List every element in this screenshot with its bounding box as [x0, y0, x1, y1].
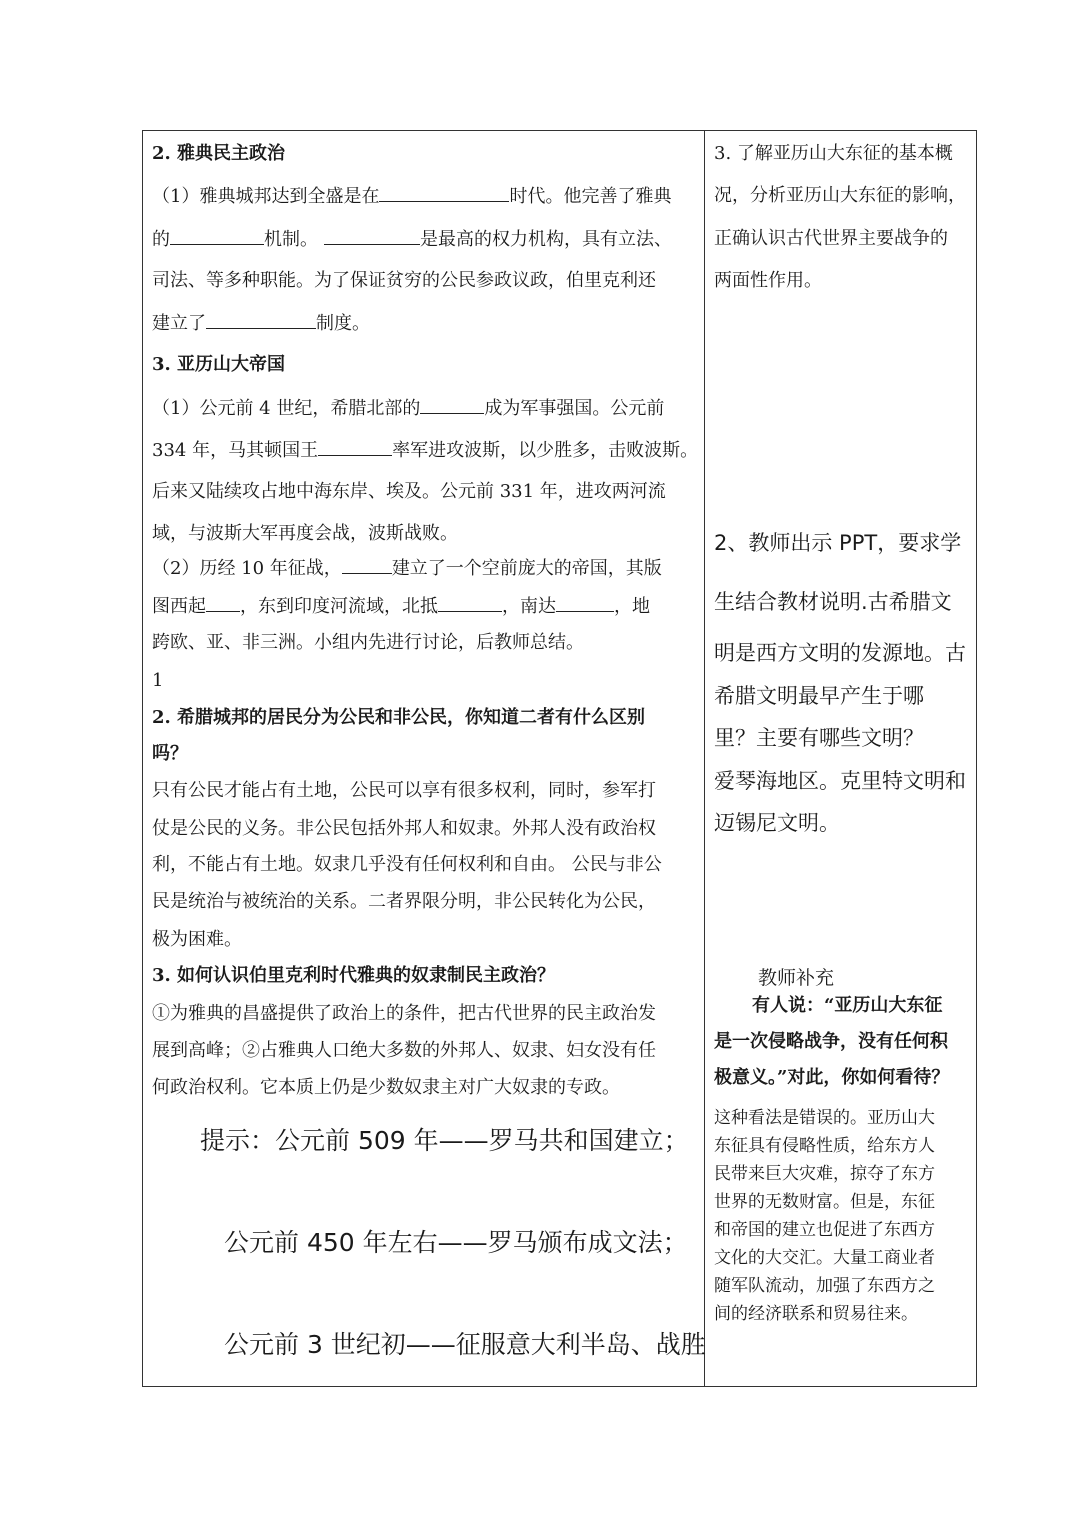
text-line	[152, 439, 698, 462]
supplement-answer: 东征具有侵略性质，给东方人	[714, 1136, 935, 1156]
supplement-question: 极意义。”对此，你如何看待？	[714, 1067, 950, 1088]
fill-blank[interactable]	[438, 595, 502, 612]
ppt-line: 爱琴海地区。克里特文明和	[714, 769, 966, 793]
supplement-question: 有人说：“亚历山大东征	[752, 995, 943, 1016]
fill-blank[interactable]	[324, 228, 420, 245]
supplement-answer: 民带来巨大灾难，掠夺了东方	[714, 1164, 935, 1184]
text-segment: 建立了	[152, 313, 206, 334]
text-line	[152, 397, 664, 420]
fill-blank[interactable]	[206, 312, 316, 329]
goal-line: 3. 了解亚历山大东征的基本概	[714, 143, 953, 164]
text-segment: ，东到印度河流域，北抵	[240, 596, 438, 617]
text-line	[152, 185, 671, 208]
answer-line: 何政治权利。它本质上仍是少数奴隶主对广大奴隶的专政。	[152, 1077, 620, 1098]
text-segment: 是最高的权力机构，具有立法、	[420, 229, 672, 250]
text-segment: 制度。	[316, 313, 370, 334]
answer-line: 民是统治与被统治的关系。二者界限分明，非公民转化为公民，	[152, 891, 656, 912]
text-segment: 时代。他完善了雅典	[509, 186, 672, 207]
ppt-line: 迈锡尼文明。	[714, 811, 840, 835]
fill-blank[interactable]	[420, 397, 484, 414]
tip-line: 公元前 450 年左右——罗马颁布成文法；	[224, 1228, 688, 1257]
text-segment: 机制。	[264, 229, 318, 250]
ppt-line: 明是西方文明的发源地。古	[714, 641, 966, 665]
text-segment: （1）雅典城邦达到全盛是在	[152, 186, 380, 207]
text-segment: 成为军事强国。公元前	[484, 398, 665, 419]
text-line: 域，与波斯大军再度会战，波斯战败。	[152, 523, 458, 544]
answer-line: 仗是公民的义务。非公民包括外邦人和奴隶。外邦人没有政治权	[152, 818, 656, 839]
text-segment: （2）历经 10 年征战，	[152, 558, 342, 579]
tip-line: 公元前 3 世纪初——征服意大利半岛、战胜	[224, 1330, 706, 1359]
tip-line: 提示：公元前 509 年——罗马共和国建立；	[200, 1126, 689, 1155]
text-segment: ，南达	[502, 596, 556, 617]
goal-line: 况，分析亚历山大东征的影响，	[714, 185, 966, 206]
supplement-title: 教师补充	[758, 967, 835, 989]
answer-line: 只有公民才能占有土地，公民可以享有很多权利，同时，参军打	[152, 780, 656, 801]
text-segment: ，地	[614, 596, 650, 617]
fill-blank[interactable]	[342, 557, 392, 574]
ppt-line: 希腊文明最早产生于哪	[714, 684, 924, 708]
ppt-line: 2、教师出示 PPT，要求学	[714, 531, 962, 555]
supplement-answer: 随军队流动，加强了东西方之	[714, 1276, 935, 1296]
supplement-answer: 和帝国的建立也促进了东西方	[714, 1220, 935, 1240]
text-segment: 图西起	[152, 596, 206, 617]
fill-blank[interactable]	[556, 595, 614, 612]
goal-line: 两面性作用。	[714, 270, 822, 291]
supplement-answer: 文化的大交汇。大量工商业者	[714, 1248, 935, 1268]
question-2: 2. 希腊城邦的居民分为公民和非公民，你知道二者有什么区别	[152, 707, 646, 728]
fill-blank[interactable]	[318, 439, 392, 456]
fill-blank[interactable]	[379, 185, 509, 202]
supplement-question: 是一次侵略战争，没有任何积	[714, 1031, 948, 1052]
column-divider	[704, 130, 705, 1387]
goal-line: 正确认识古代世界主要战争的	[714, 228, 948, 249]
answer-line: 展到高峰；②占雅典人口绝大多数的外邦人、奴隶、妇女没有任	[152, 1040, 656, 1061]
answer-line: 极为困难。	[152, 929, 242, 950]
section-title-alexander: 3. 亚历山大帝国	[152, 354, 286, 375]
ppt-line: 生结合教材说明.古希腊文	[714, 590, 952, 614]
answer-line: 利，不能占有土地。奴隶几乎没有任何权利和自由。 公民与非公	[152, 854, 662, 875]
supplement-answer: 这种看法是错误的。亚历山大	[714, 1108, 935, 1128]
text-line: 跨欧、亚、非三洲。小组内先进行讨论，后教师总结。	[152, 632, 584, 653]
text-segment: （1）公元前 4 世纪，希腊北部的	[152, 398, 421, 419]
supplement-answer: 世界的无数财富。但是，东征	[714, 1192, 935, 1212]
section-title-athens: 2. 雅典民主政治	[152, 143, 286, 164]
item-number: 1	[152, 670, 164, 691]
text-line	[152, 557, 662, 580]
text-line: 司法、等多种职能。为了保证贫穷的公民参政议政，伯里克利还	[152, 270, 656, 291]
text-segment: 建立了一个空前庞大的帝国，其版	[391, 558, 662, 579]
fill-blank[interactable]	[170, 228, 264, 245]
text-line	[152, 228, 672, 251]
ppt-line: 里？主要有哪些文明？	[714, 726, 924, 750]
text-segment: 334 年，马其顿国王	[152, 440, 319, 461]
supplement-answer: 间的经济联系和贸易往来。	[714, 1304, 918, 1324]
text-line	[152, 312, 370, 335]
question-2-cont: 吗？	[152, 743, 188, 764]
text-line	[152, 595, 650, 618]
fill-blank[interactable]	[206, 595, 240, 612]
answer-line: ①为雅典的昌盛提供了政治上的条件，把古代世界的民主政治发	[152, 1003, 656, 1024]
text-line: 后来又陆续攻占地中海东岸、埃及。公元前 331 年，进攻两河流	[152, 481, 666, 502]
text-segment: 的	[152, 229, 170, 250]
question-3: 3. 如何认识伯里克利时代雅典的奴隶制民主政治？	[152, 965, 556, 986]
text-segment: 率军进攻波斯，以少胜多，击败波斯。	[392, 440, 699, 461]
